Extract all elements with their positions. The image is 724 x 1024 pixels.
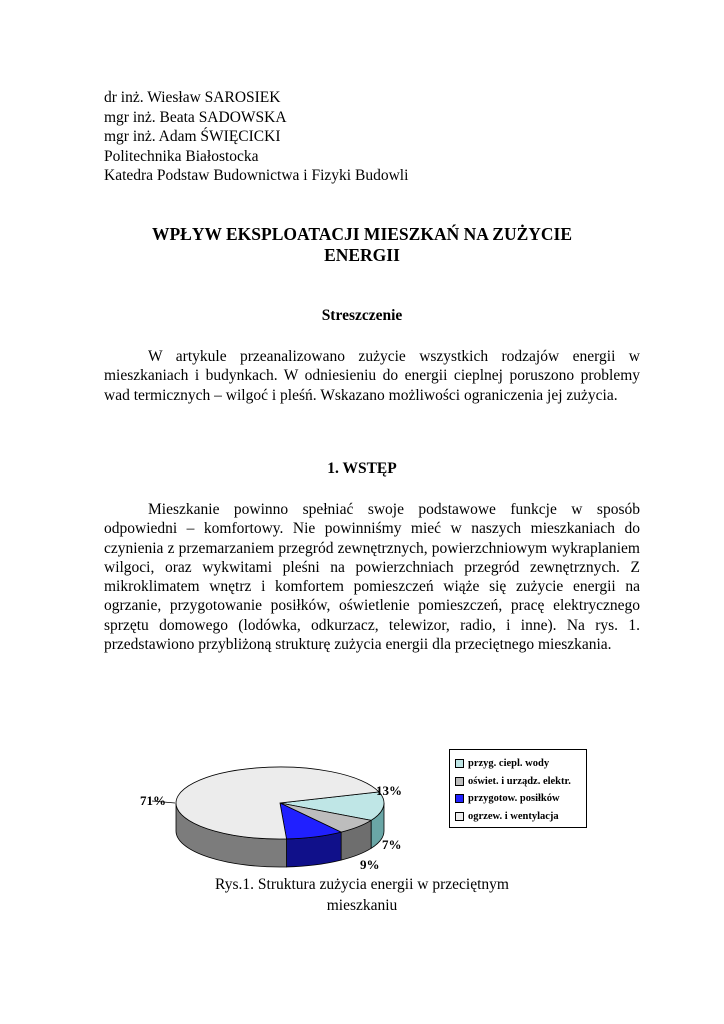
figure-caption bbox=[0, 874, 724, 916]
abstract-text: W artykule przeanalizowano zużycie wszystkich rodzajów energii w mieszkaniach i budynkach. W odniesieniu do energii cieplnej poruszono problemy wad termicznych – wilgoć i pleśń. Wskazano możliwości ograniczenia jej zużycia. bbox=[104, 348, 640, 404]
affiliation-department: Katedra Podstaw Budownictwa i Fizyki Budowli bbox=[104, 167, 409, 184]
section-1-text: Mieszkanie powinno spełniać swoje podstawowe funkcje w sposób odpowiedni – komfortowy. Nie powinniśmy mieć w naszych mieszkaniach do czynienia z przemarzaniem przegród zewnętrznych, powierzchniowym wykraplaniem wilgoci, oraz wykwitami pleśni na powierzchniach przegród zewnętrznych. Z mikroklimatem wnętrz i komfortem pomieszczeń wiąże się zużycie energii na ogrzanie, przygotowanie posiłków, oświetlenie pomieszczeń, pracę elektrycznego sprzętu domowego (lodówka, odkurzacz, telewizor, radio, i inne). Na rys. 1. przedstawiono przybliżoną strukturę zużycia energii dla przeciętnego mieszkania. bbox=[104, 501, 640, 654]
legend-item-lighting bbox=[455, 773, 582, 791]
section-1-heading: 1. WSTĘP bbox=[327, 460, 397, 477]
affiliation-university: Politechnika Białostocka bbox=[104, 147, 259, 165]
legend-swatch bbox=[455, 794, 464, 803]
legend-item-heating bbox=[455, 808, 582, 826]
chart-legend bbox=[449, 749, 587, 828]
legend-item-cooking bbox=[455, 790, 582, 808]
author-1: dr inż. Wiesław SAROSIEK bbox=[104, 89, 281, 106]
data-label-13: 13% bbox=[376, 783, 402, 798]
author-3: mgr inż. Adam ŚWIĘCICKI bbox=[104, 128, 281, 145]
caption-line-1: Rys.1. Struktura zużycia energii w przeciętnym bbox=[215, 876, 509, 893]
caption-line-2: mieszkaniu bbox=[326, 897, 398, 914]
paper-title bbox=[60, 224, 664, 266]
legend-label: oświet. i urządz. elektr. bbox=[468, 775, 571, 787]
pie-tops bbox=[176, 767, 384, 839]
data-label-9: 9% bbox=[360, 857, 380, 872]
abstract-heading: Streszczenie bbox=[321, 307, 403, 324]
legend-swatch bbox=[455, 759, 464, 768]
author-2: mgr inż. Beata SADOWSKA bbox=[104, 108, 287, 126]
data-label-7: 7% bbox=[382, 837, 402, 852]
legend-label: przygotow. posiłków bbox=[468, 793, 560, 805]
title-line-1: WPŁYW EKSPLOATACJI MIESZKAŃ NA ZUŻYCIE bbox=[151, 224, 573, 244]
legend-label: przyg. ciepl. wody bbox=[468, 758, 550, 770]
legend-swatch bbox=[455, 777, 464, 786]
legend-label: ogrzew. i wentylacja bbox=[468, 810, 559, 822]
legend-swatch bbox=[455, 812, 464, 821]
legend-item-hot-water bbox=[455, 755, 582, 773]
title-line-2: ENERGII bbox=[324, 245, 400, 265]
author-block bbox=[104, 88, 408, 186]
data-label-71: 71% bbox=[140, 793, 166, 808]
